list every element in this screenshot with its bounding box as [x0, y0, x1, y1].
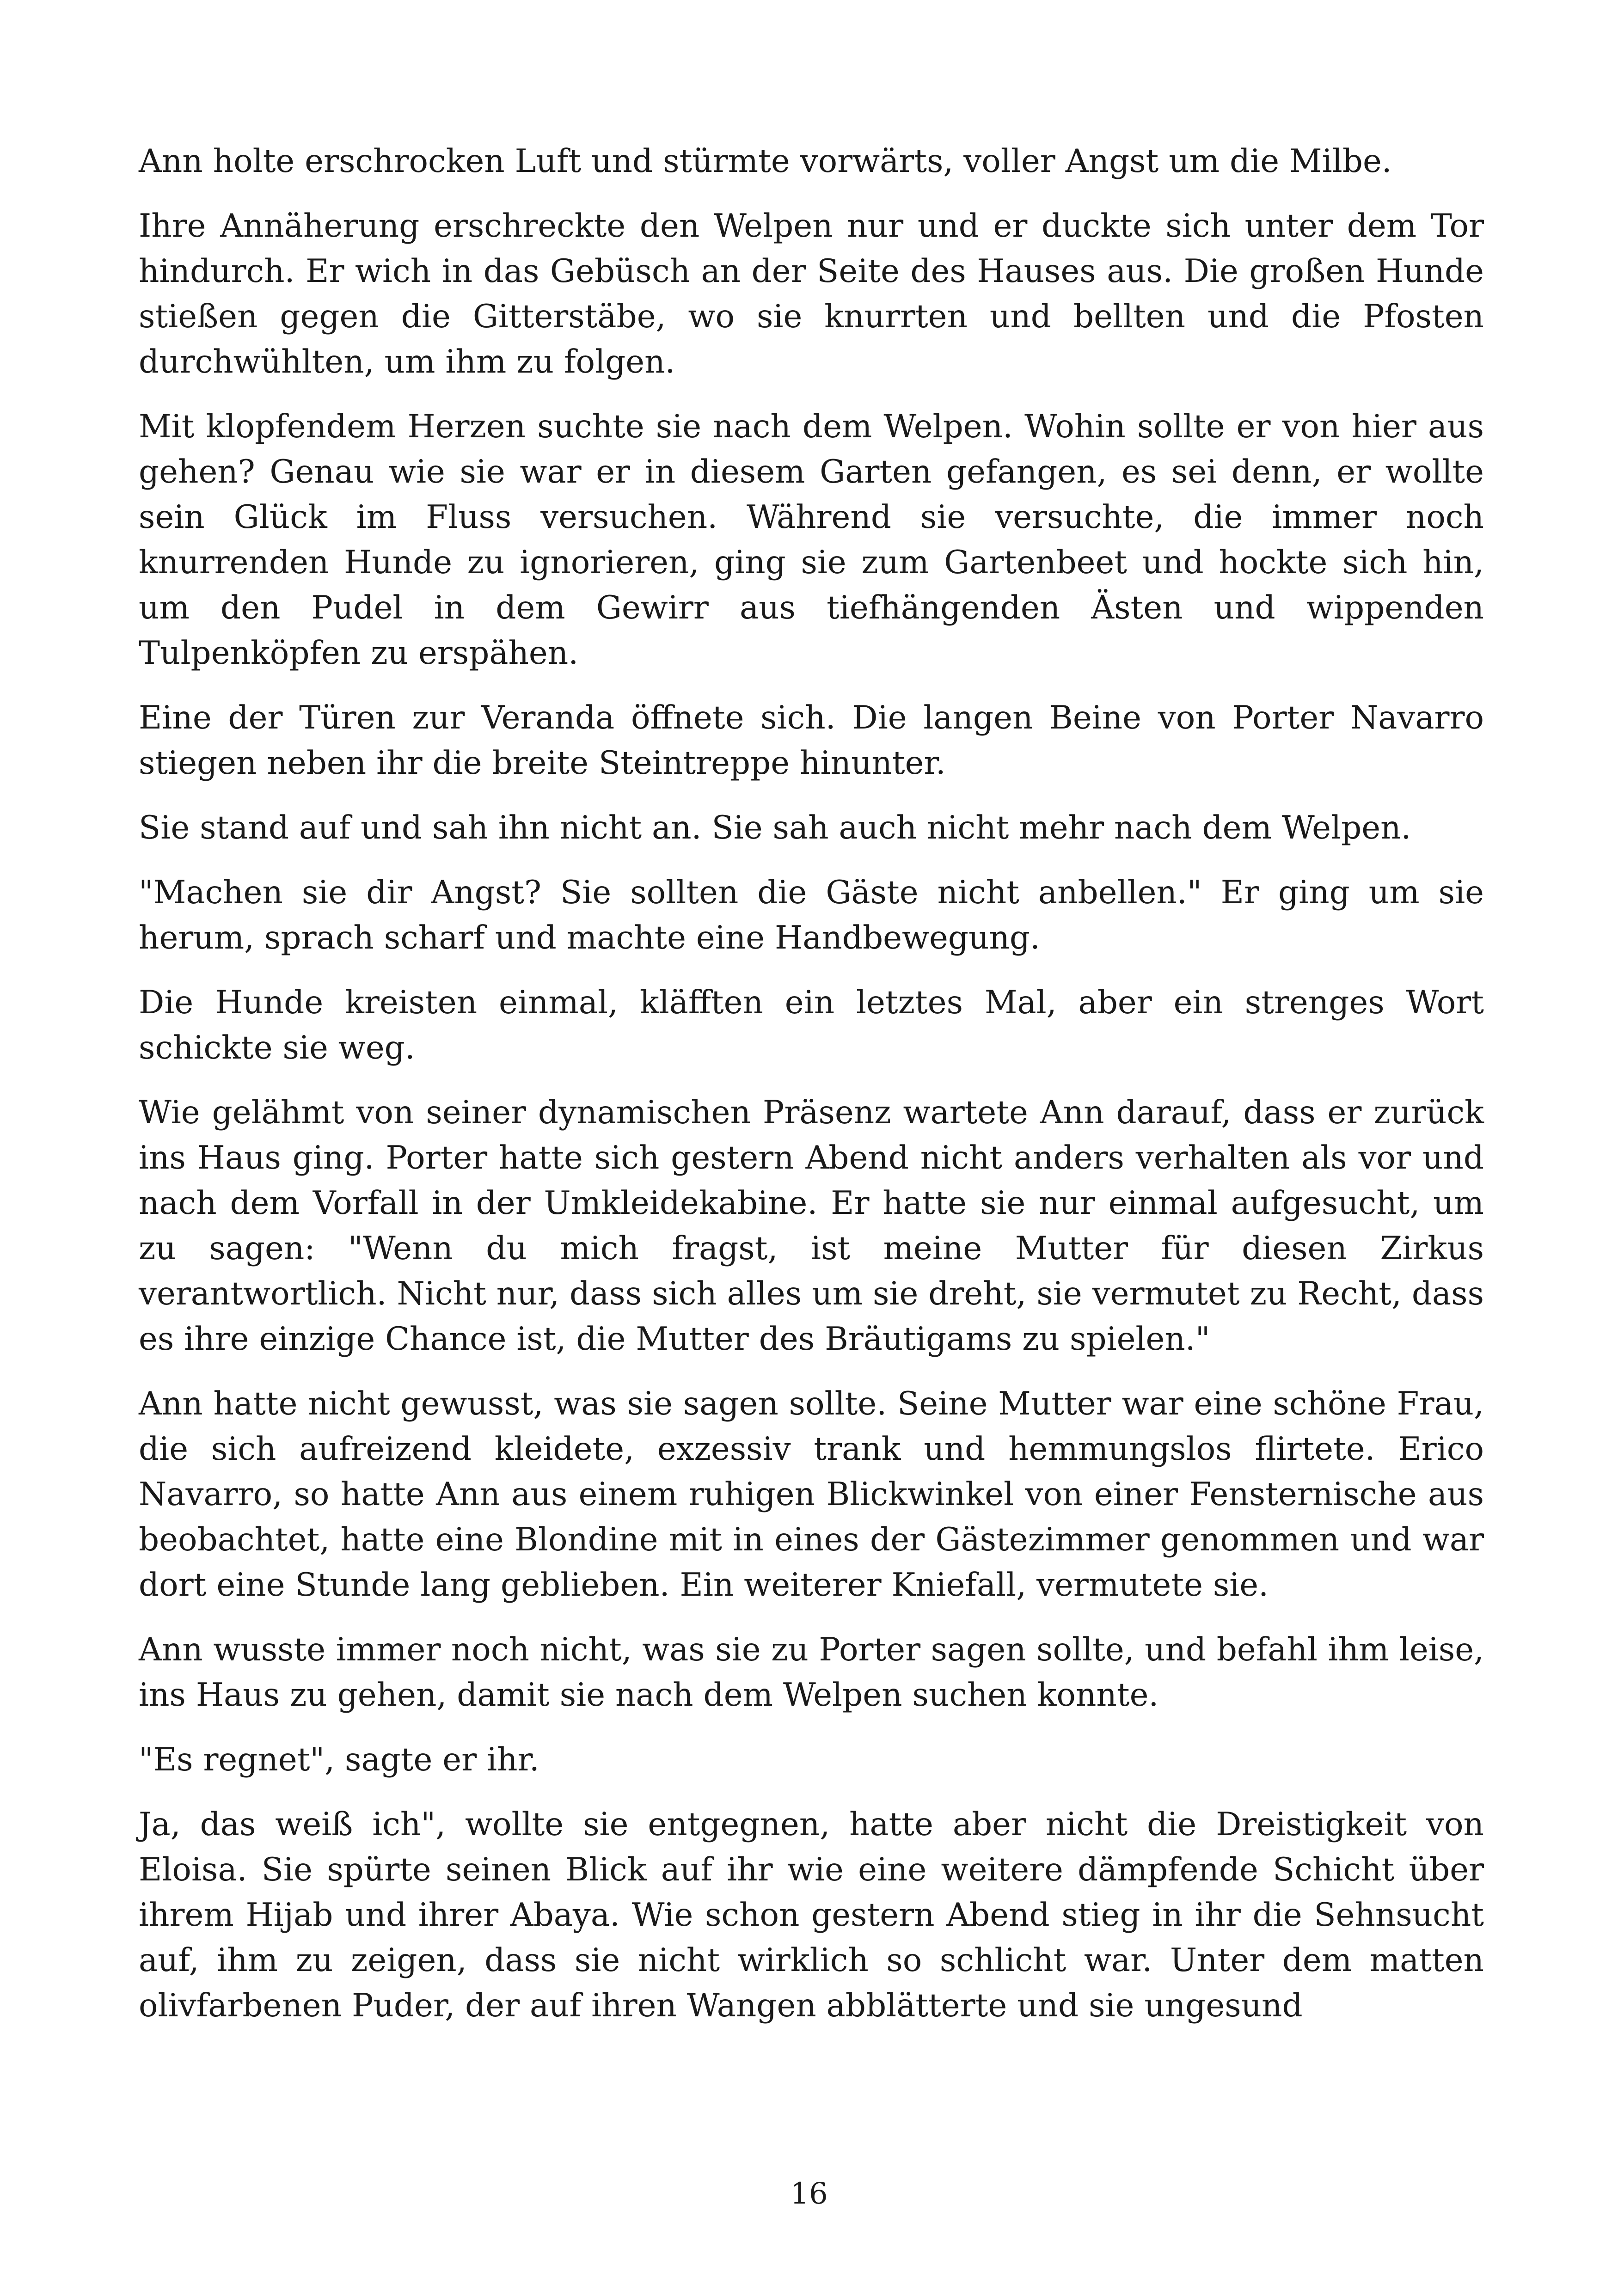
paragraph-8: Wie gelähmt von seiner dynamischen Präsenz wartete Ann darauf, dass er zurück ins Haus ging. Porter hatte sich gestern Abend nicht anders verhalten als vor und nach dem Vorfall in der Umkleidekabine. Er hatte sie nur einmal aufgesucht, um zu sagen: "Wenn du mich fragst, ist meine Mutter für diesen Zirkus verantwortlich. Nicht nur, dass sich alles um sie dreht, sie vermutet zu Recht, dass es ihre einzige Chance ist, die Mutter des Bräutigams zu spielen." — [139, 1094, 1484, 1358]
paragraph-7: Die Hunde kreisten einmal, kläfften ein letztes Mal, aber ein strenges Wort schickte sie weg. — [139, 984, 1484, 1066]
paragraph-9: Ann hatte nicht gewusst, was sie sagen sollte. Seine Mutter war eine schöne Frau, die sich aufreizend kleidete, exzessiv trank und hemmungslos flirtete. Erico Navarro, so hatte Ann aus einem ruhigen Blickwinkel von einer Fensternische aus beobachtet, hatte eine Blondine mit in eines der Gästezimmer genommen und war dort eine Stunde lang geblieben. Ein weiterer Kniefall, vermutete sie. — [139, 1385, 1484, 1604]
body-text — [139, 139, 1484, 2048]
paragraph-6: "Machen sie dir Angst? Sie sollten die Gäste nicht anbellen." Er ging um sie herum, sprach scharf und machte eine Handbewegung. — [139, 874, 1484, 956]
paragraph-3: Mit klopfendem Herzen suchte sie nach dem Welpen. Wohin sollte er von hier aus gehen? Genau wie sie war er in diesem Garten gefangen, es sei denn, er wollte sein Glück im Fluss versuchen. Während sie versuchte, die immer noch knurrenden Hunde zu ignorieren, ging sie zum Gartenbeet und hockte sich hin, um den Pudel in dem Gewirr aus tiefhängenden Ästen und wippenden Tulpenköpfen zu erspähen. — [139, 408, 1484, 672]
paragraph-4: Eine der Türen zur Veranda öffnete sich. Die langen Beine von Porter Navarro stiegen neben ihr die breite Steintreppe hinunter. — [139, 699, 1484, 782]
paragraph-5: Sie stand auf und sah ihn nicht an. Sie sah auch nicht mehr nach dem Welpen. — [139, 809, 1411, 846]
paragraph-10: Ann wusste immer noch nicht, was sie zu Porter sagen sollte, und befahl ihm leise, ins Haus zu gehen, damit sie nach dem Welpen suchen konnte. — [139, 1631, 1484, 1714]
paragraph-2: Ihre Annäherung erschreckte den Welpen nur und er duckte sich unter dem Tor hindurch. Er wich in das Gebüsch an der Seite des Hauses aus. Die großen Hunde stießen gegen die Gitterstäbe, wo sie knurrten und bellten und die Pfosten durchwühlten, um ihm zu folgen. — [139, 208, 1484, 380]
paragraph-11: "Es regnet", sagte er ihr. — [139, 1741, 539, 1778]
page-number: 16 — [790, 2177, 828, 2211]
paragraph-1: Ann holte erschrocken Luft und stürmte vorwärts, voller Angst um die Milbe. — [139, 143, 1392, 180]
paragraph-12: Ja, das weiß ich", wollte sie entgegnen, hatte aber nicht die Dreistigkeit von Eloisa. Sie spürte seinen Blick auf ihr wie eine weitere dämpfende Schicht über ihrem Hijab und ihrer Abaya. Wie schon gestern Abend stieg in ihr die Sehnsucht auf, ihm zu zeigen, dass sie nicht wirklich so schlicht war. Unter dem matten olivfarbenen Puder, der auf ihren Wangen abblätterte und sie ungesund — [139, 1806, 1484, 2024]
